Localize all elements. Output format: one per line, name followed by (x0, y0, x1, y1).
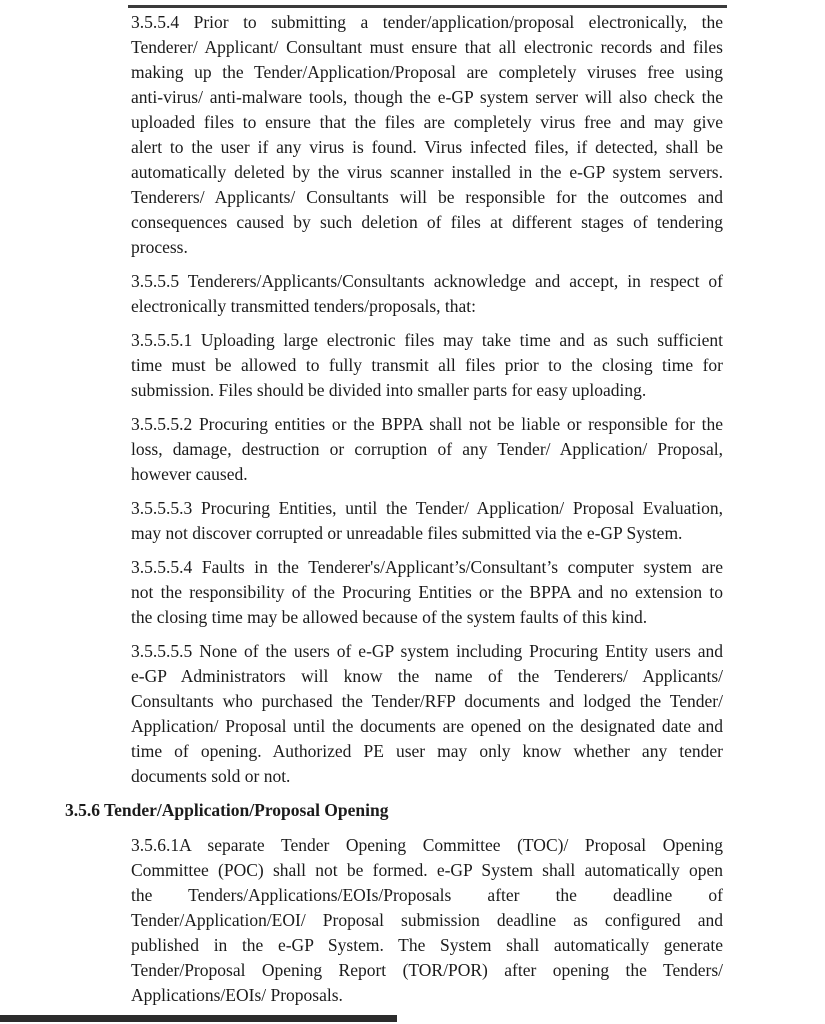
text-line: submission. Files should be divided into smaller parts for easy uploading. (131, 380, 647, 400)
text-line: published in the e-GP System. The System shall automatically generate (131, 935, 723, 955)
text-line: 3.5.5.4 Prior to submitting a tender/application/proposal electronically, the (131, 12, 723, 32)
text-line: may not discover corrupted or unreadable files submitted via the e-GP System. (131, 523, 683, 543)
text-line: consequences caused by such deletion of files at different stages of tendering (131, 212, 723, 232)
text-line: uploaded files to ensure that the files are completely virus free and may give (131, 112, 723, 132)
paragraph-3-5-5-4 (131, 10, 723, 260)
paragraph-3-5-5-5-1 (131, 328, 723, 403)
text-line: Tenderer/ Applicant/ Consultant must ensure that all electronic records and files (131, 37, 723, 57)
paragraph-3-5-5-5-4 (131, 555, 723, 630)
text-line: time of opening. Authorized PE user may only know whether any tender (131, 741, 723, 761)
text-line: automatically deleted by the virus scanner installed in the e-GP system servers. (131, 162, 723, 182)
text-line: the closing time may be allowed because of the system faults of this kind. (131, 607, 648, 627)
paragraph-3-5-5-5-3 (131, 496, 723, 546)
text-line: 3.5.6.1A separate Tender Opening Committee (TOC)/ Proposal Opening (131, 835, 723, 855)
text-line: loss, damage, destruction or corruption of any Tender/ Application/ Proposal, (131, 439, 723, 459)
text-line: the Tenders/Applications/EOIs/Proposals after the deadline of (131, 885, 723, 905)
text-line: Tender/Application/EOI/ Proposal submission deadline as configured and (131, 910, 723, 930)
text-line: documents sold or not. (131, 766, 291, 786)
text-line: Tender/Proposal Opening Report (TOR/POR) after opening the Tenders/ (131, 960, 723, 980)
text-line: e-GP Administrators will know the name of the Tenderers/ Applicants/ (131, 666, 723, 686)
text-line: 3.5.5.5 Tenderers/Applicants/Consultants acknowledge and accept, in respect of (131, 271, 723, 291)
paragraph-3-5-6-1 (131, 833, 723, 1008)
text-line: process. (131, 237, 188, 257)
paragraph-3-5-5-5-5 (131, 639, 723, 789)
section-heading-3-5-6: 3.5.6 Tender/Application/Proposal Opening (65, 800, 389, 820)
text-line: 3.5.5.5.4 Faults in the Tenderer's/Applicant’s/Consultant’s computer system are (131, 557, 723, 577)
text-line: not the responsibility of the Procuring Entities or the BPPA and no extension to (131, 582, 723, 602)
text-line: alert to the user if any virus is found. Virus infected files, if detected, shall be (131, 137, 723, 157)
paragraph-3-5-5-5-2 (131, 412, 723, 487)
text-line: 3.5.5.5.1 Uploading large electronic files may take time and as such sufficient (131, 330, 723, 350)
text-line: electronically transmitted tenders/proposals, that: (131, 296, 477, 316)
text-line: Tenderers/ Applicants/ Consultants will be responsible for the outcomes and (131, 187, 723, 207)
top-rule (128, 5, 727, 8)
text-line: 3.5.5.5.3 Procuring Entities, until the Tender/ Application/ Proposal Evaluation, (131, 498, 723, 518)
text-line: time must be allowed to fully transmit all files prior to the closing time for (131, 355, 723, 375)
bottom-partial-rule (0, 1015, 397, 1022)
document-content (65, 10, 723, 1017)
text-line: 3.5.5.5.5 None of the users of e-GP system including Procuring Entity users and (131, 641, 723, 661)
text-line: Committee (POC) shall not be formed. e-GP System shall automatically open (131, 860, 723, 880)
text-line: anti-virus/ anti-malware tools, though the e-GP system server will also check the (131, 87, 723, 107)
text-line: 3.5.5.5.2 Procuring entities or the BPPA shall not be liable or responsible for the (131, 414, 723, 434)
text-line: making up the Tender/Application/Proposal are completely viruses free using (131, 62, 723, 82)
text-line: however caused. (131, 464, 248, 484)
text-line: Application/ Proposal until the documents are opened on the designated date and (131, 716, 723, 736)
text-line: Applications/EOIs/ Proposals. (131, 985, 343, 1005)
paragraph-3-5-5-5 (131, 269, 723, 319)
text-line: Consultants who purchased the Tender/RFP documents and lodged the Tender/ (131, 691, 723, 711)
